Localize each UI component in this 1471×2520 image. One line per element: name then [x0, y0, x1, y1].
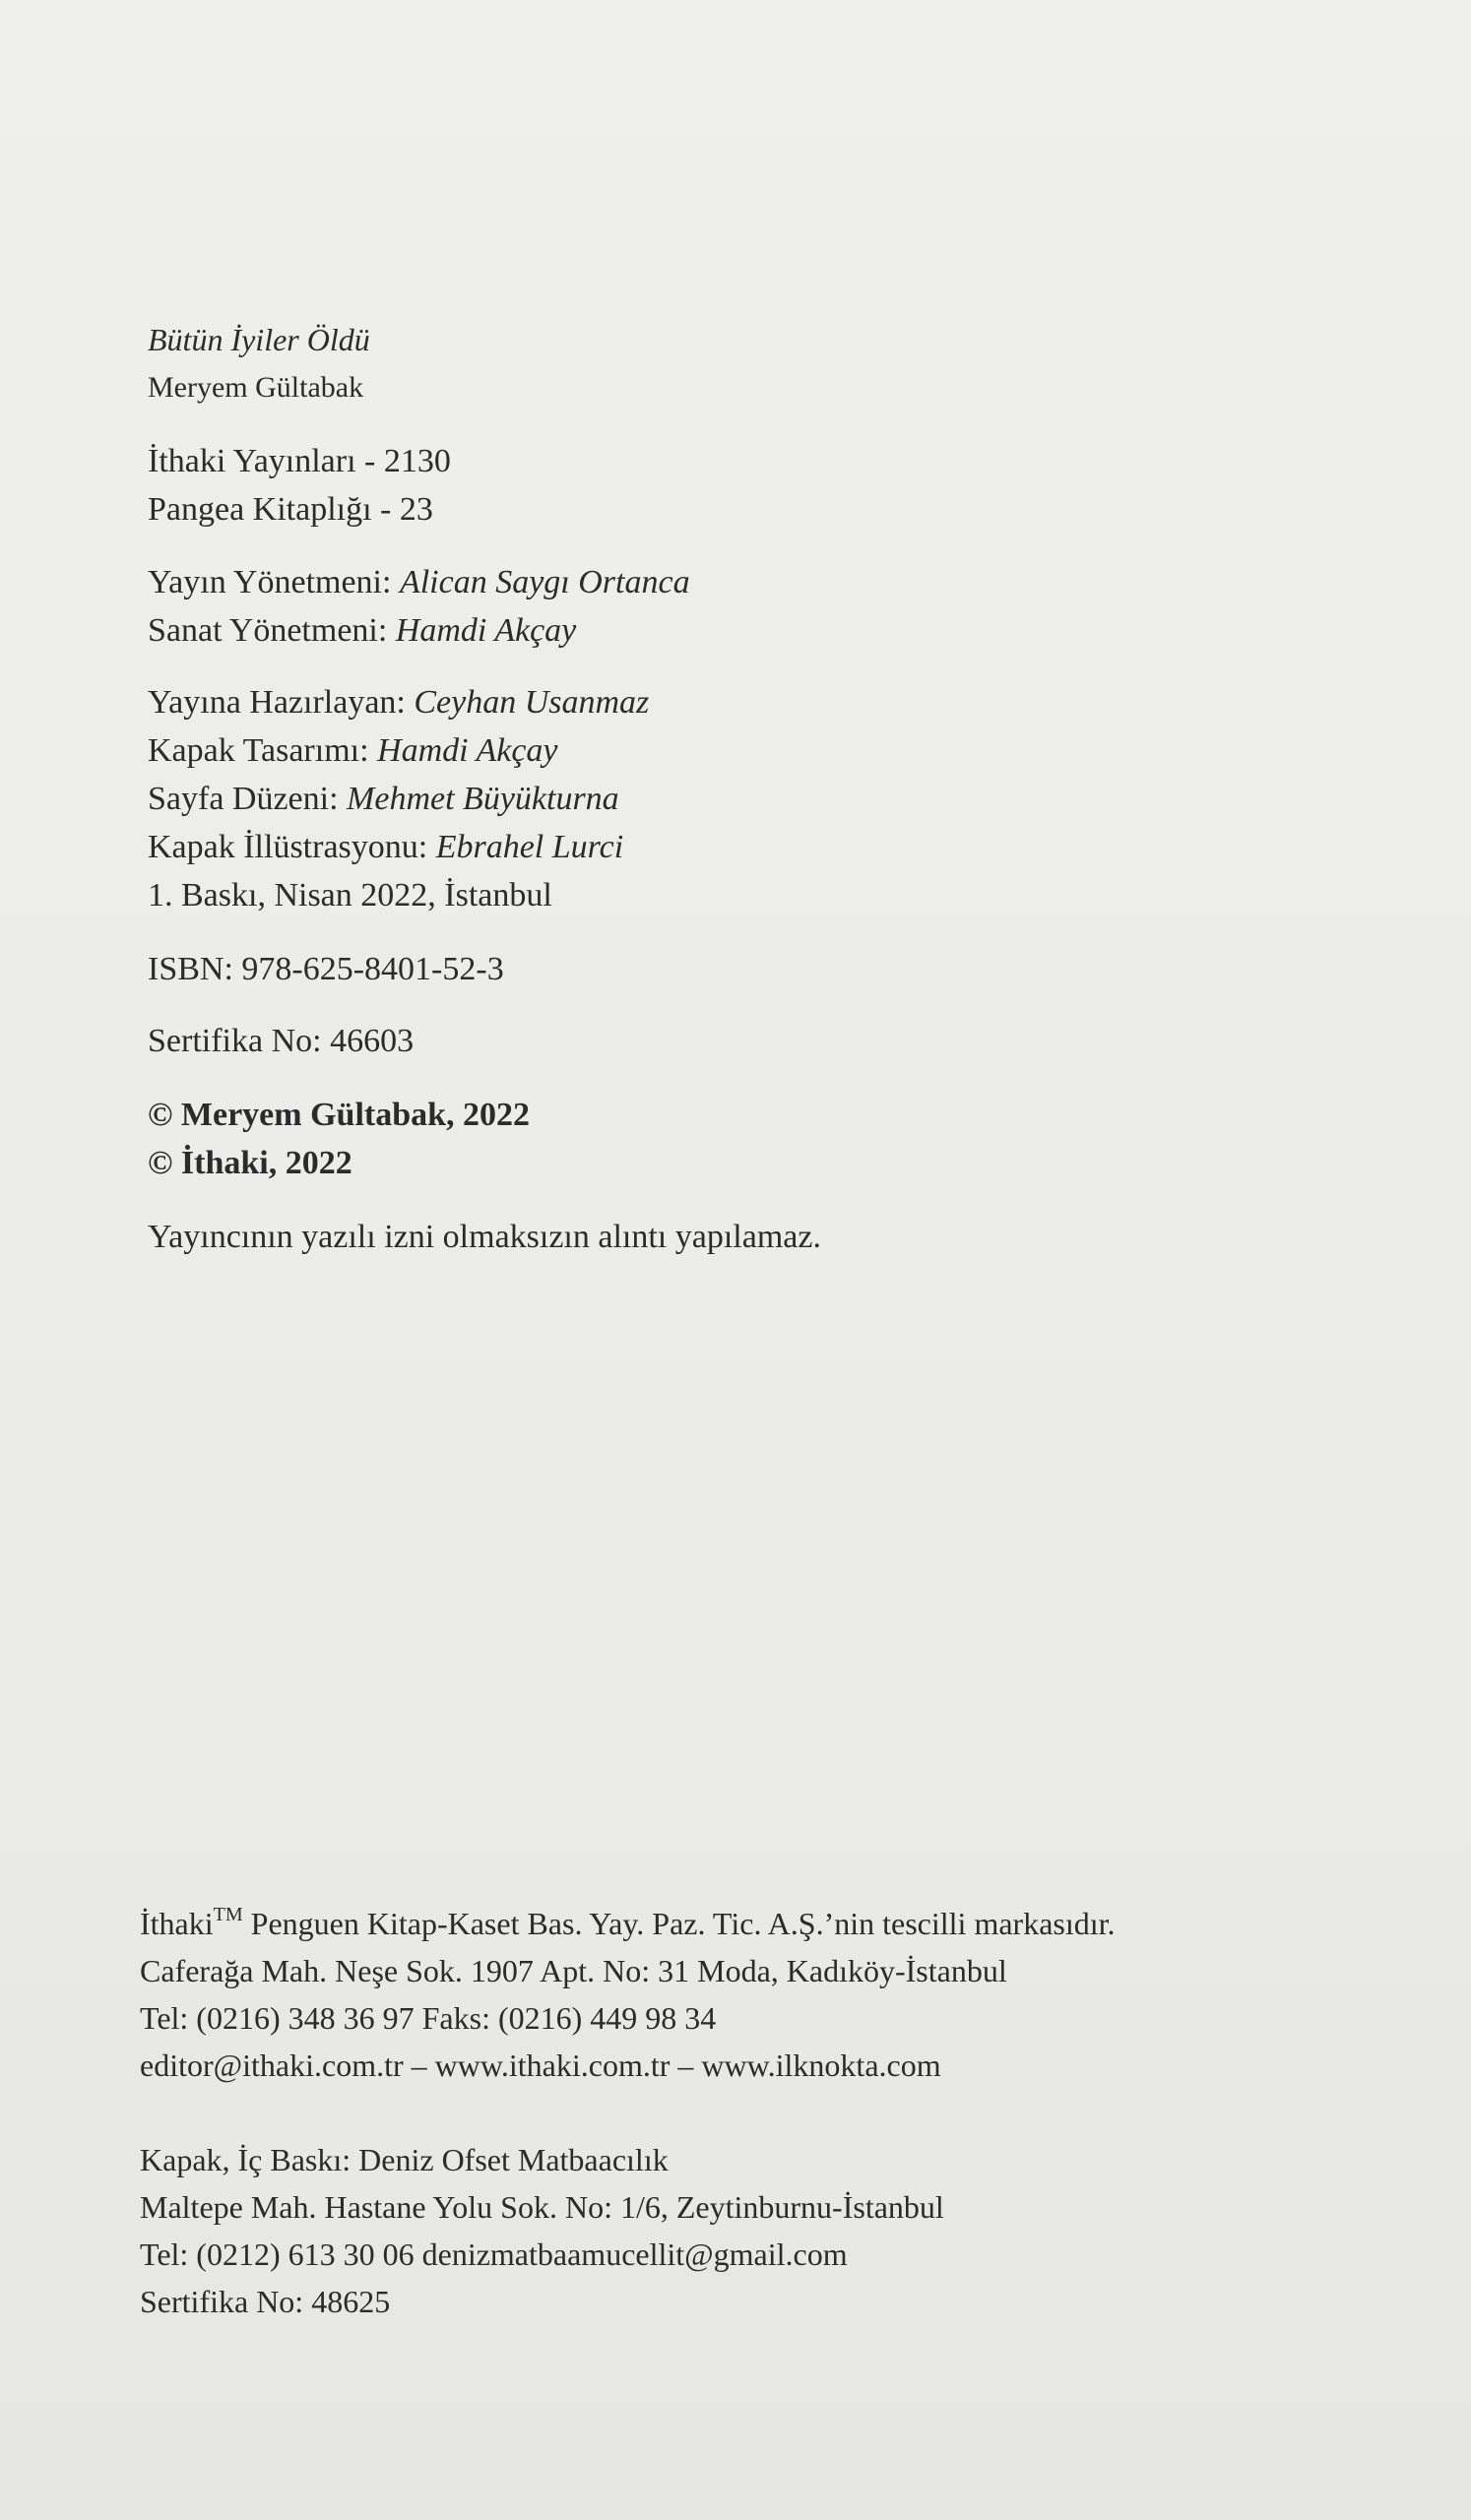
- printer-address: Maltepe Mah. Hastane Yolu Sok. No: 1/6, Zeytinburnu-İstanbul: [140, 2189, 944, 2225]
- spacer: [148, 534, 1231, 558]
- cover-illustration-name: Ebrahel Lurci: [435, 829, 624, 865]
- book-author: Meryem Gültabak: [148, 371, 364, 404]
- art-director-name: Hamdi Akçay: [395, 612, 577, 649]
- cover-illustration-label: Kapak İllüstrasyonu:: [148, 829, 436, 865]
- printer-certificate: Sertifika No: 48625: [140, 2284, 391, 2319]
- publisher-trademark: [140, 1900, 1321, 1947]
- publisher-series-number: İthaki Yayınları - 2130: [148, 443, 451, 479]
- editorial-director: [148, 558, 1231, 606]
- prepared-by-name: Ceyhan Usanmaz: [414, 684, 650, 721]
- art-director: [148, 606, 1231, 655]
- art-director-label: Sanat Yönetmeni:: [148, 612, 396, 649]
- trademark-mark: TM: [213, 1904, 243, 1925]
- spacer: [140, 2089, 1321, 2136]
- imprint-block: [140, 1900, 1321, 2325]
- certificate-number: Sertifika No: 46603: [148, 1023, 415, 1059]
- cover-illustration: [148, 823, 1231, 871]
- cover-design-name: Hamdi Akçay: [377, 732, 558, 769]
- edition-info: 1. Baskı, Nisan 2022, İstanbul: [148, 877, 552, 914]
- editorial-director-label: Yayın Yönetmeni:: [148, 564, 400, 600]
- publisher-web: editor@ithaki.com.tr – www.ithaki.com.tr – www.ilknokta.com: [140, 2048, 941, 2083]
- printer-name: Kapak, İç Baskı: Deniz Ofset Matbaacılık: [140, 2142, 669, 2177]
- publisher-brand: İthaki: [140, 1906, 214, 1941]
- publisher-trademark-text: Penguen Kitap-Kaset Bas. Yay. Paz. Tic. A.Ş.’nin tescilli markasıdır.: [242, 1906, 1116, 1941]
- publisher-address: Caferağa Mah. Neşe Sok. 1907 Apt. No: 31 Moda, Kadıköy-İstanbul: [140, 1953, 1007, 1988]
- spacer: [148, 919, 1231, 945]
- page-layout: [148, 775, 1231, 823]
- spacer: [148, 1065, 1231, 1091]
- cover-design: [148, 726, 1231, 775]
- page-layout-label: Sayfa Düzeni:: [148, 781, 348, 817]
- spacer: [148, 993, 1231, 1017]
- cover-design-label: Kapak Tasarımı:: [148, 732, 378, 769]
- isbn: ISBN: 978-625-8401-52-3: [148, 951, 504, 987]
- spacer: [148, 655, 1231, 678]
- editorial-director-name: Alican Saygı Ortanca: [399, 564, 690, 600]
- colophon-block: [148, 315, 1231, 1261]
- spacer: [148, 1187, 1231, 1213]
- printer-contact: Tel: (0212) 613 30 06 denizmatbaamucellit@gmail.com: [140, 2236, 848, 2272]
- quotation-notice: Yayıncının yazılı izni olmaksızın alıntı yapılamaz.: [148, 1219, 821, 1255]
- copyright-publisher: © İthaki, 2022: [148, 1145, 352, 1181]
- prepared-by-label: Yayına Hazırlayan:: [148, 684, 415, 721]
- prepared-by: [148, 678, 1231, 726]
- publisher-phone: Tel: (0216) 348 36 97 Faks: (0216) 449 98 34: [140, 2000, 717, 2036]
- page-layout-name: Mehmet Büyükturna: [347, 781, 619, 817]
- spacer: [148, 411, 1231, 437]
- copyright-author: © Meryem Gültabak, 2022: [148, 1097, 531, 1133]
- book-title: Bütün İyiler Öldü: [148, 322, 370, 357]
- library-series-number: Pangea Kitaplığı - 23: [148, 491, 433, 528]
